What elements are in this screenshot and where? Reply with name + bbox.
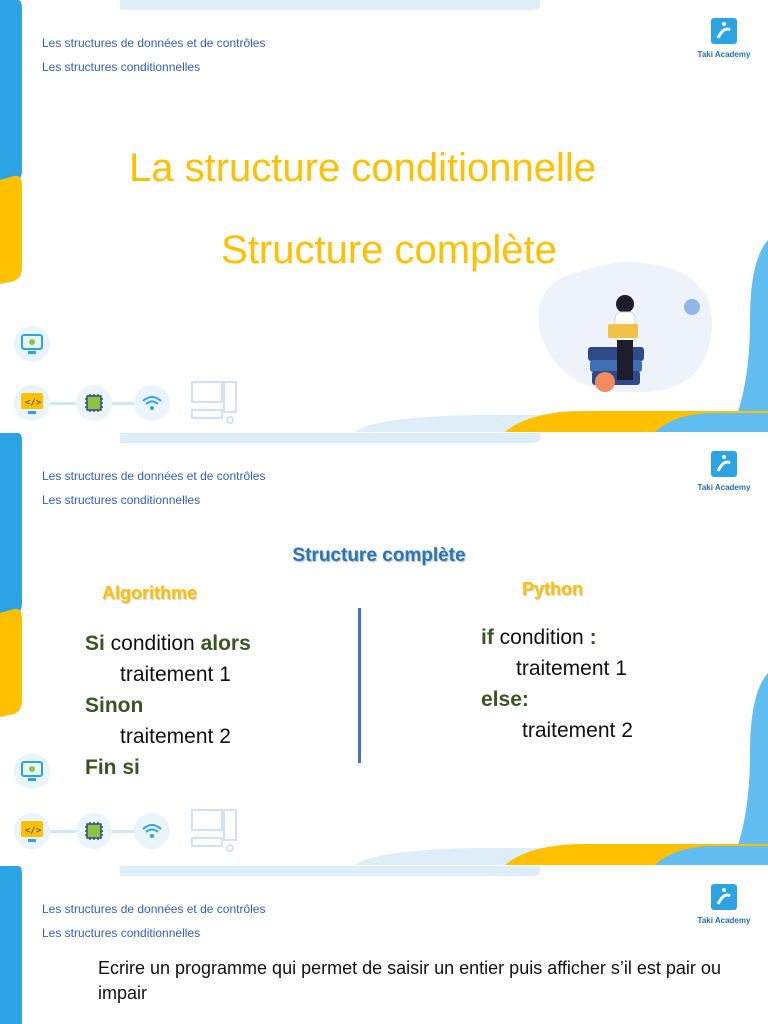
connector-line <box>112 830 134 833</box>
python-line-traitement1: traitement 1 <box>516 657 627 680</box>
computer-icon <box>14 753 50 789</box>
slide-subtitle: Structure complète <box>221 228 557 272</box>
keyword-else: else: <box>481 688 529 711</box>
breadcrumb-section: Les structures conditionnelles <box>42 60 201 74</box>
left-decor <box>0 433 30 865</box>
logo-text: Taki Academy <box>697 916 751 925</box>
chip-icon <box>76 385 112 421</box>
desktop-icon <box>190 380 240 428</box>
student-illustration <box>520 252 725 402</box>
algo-line-traitement1: traitement 1 <box>120 663 231 686</box>
breadcrumb-chapter: Les structures de données et de contrôles <box>42 469 266 483</box>
python-line-traitement2: traitement 2 <box>522 719 633 742</box>
breadcrumb-section: Les structures conditionnelles <box>42 493 201 507</box>
logo-icon <box>694 880 754 916</box>
breadcrumb-chapter: Les structures de données et de contrôles <box>42 36 266 50</box>
code-icon <box>14 813 50 849</box>
left-decor <box>0 0 30 432</box>
logo-text: Taki Academy <box>697 50 751 59</box>
keyword-si: Si <box>85 632 105 655</box>
algo-line-if <box>85 632 251 656</box>
right-decor <box>700 673 768 865</box>
logo <box>694 447 754 507</box>
code-icon <box>14 385 50 421</box>
keyword-colon: : <box>589 626 597 649</box>
algo-line-traitement2: traitement 2 <box>120 725 231 748</box>
slide-3 <box>0 866 768 1024</box>
logo-text: Taki Academy <box>697 483 751 492</box>
logo-icon <box>694 14 754 50</box>
breadcrumb-section: Les structures conditionnelles <box>42 926 201 940</box>
keyword-sinon: Sinon <box>85 694 144 717</box>
desktop-icon <box>190 808 240 856</box>
svg-text:</>: </> <box>25 398 42 408</box>
logo <box>694 880 754 940</box>
slide-2 <box>0 433 768 865</box>
section-title: Structure complète <box>292 545 466 566</box>
top-decor <box>120 433 540 447</box>
top-decor <box>120 866 540 880</box>
svg-text:</>: </> <box>25 826 42 836</box>
exercise-statement: Ecrire un programme qui permet de saisir un entier puis afficher s’il est pair ou impair <box>98 958 721 1003</box>
chip-icon <box>76 813 112 849</box>
top-decor <box>120 0 540 14</box>
algorithm-title: Algorithme <box>102 583 198 603</box>
computer-icon <box>14 326 50 362</box>
bottom-decor <box>355 838 768 865</box>
logo-icon <box>694 447 754 483</box>
slide-title: La structure conditionnelle <box>129 146 596 190</box>
breadcrumb-chapter: Les structures de données et de contrôles <box>42 902 266 916</box>
bottom-decor <box>355 405 768 432</box>
wifi-icon <box>134 813 170 849</box>
python-title: Python <box>522 579 583 599</box>
keyword-finsi: Fin si <box>85 756 140 779</box>
connector-line <box>112 402 134 405</box>
keyword-if: if <box>481 626 494 649</box>
wifi-icon <box>134 385 170 421</box>
algo-condition: condition <box>104 632 201 655</box>
logo <box>694 14 754 74</box>
left-decor <box>0 866 30 1024</box>
python-line-if <box>481 626 597 650</box>
python-condition: condition <box>493 626 590 649</box>
slide-1 <box>0 0 768 432</box>
keyword-alors: alors <box>200 632 251 655</box>
column-divider <box>358 608 361 763</box>
